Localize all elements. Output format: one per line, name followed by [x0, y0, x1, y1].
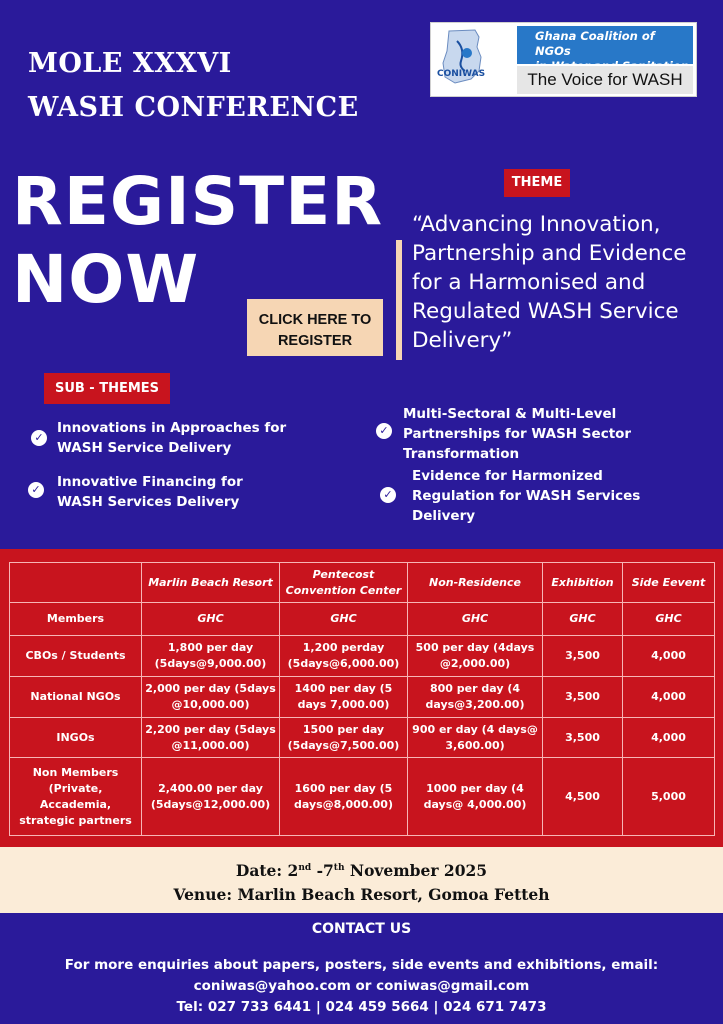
fee-cell: 4,000	[623, 677, 715, 718]
fee-cell: 500 per day (4days @2,000.00)	[408, 636, 543, 677]
register-now-heading	[12, 163, 383, 319]
subtheme-item-1: Innovations in Approaches for WASH Service Delivery	[57, 420, 287, 456]
subtheme-item-3: Multi-Sectoral & Multi-Level Partnerships for WASH Sector Transformation	[403, 406, 632, 462]
currency-cell: GHC	[408, 603, 543, 636]
subtheme-item-2: Innovative Financing for WASH Services Delivery	[57, 474, 243, 510]
fee-cell: 900 er day (4 days@ 3,600.00)	[408, 718, 543, 758]
row-label: INGOs	[10, 718, 142, 758]
check-icon: ✓	[380, 487, 396, 503]
register-button-line2: REGISTER	[277, 332, 353, 349]
fee-cell: 3,500	[543, 636, 623, 677]
fees-header-non-residence: Non-Residence	[408, 563, 543, 603]
fee-cell: 800 per day (4 days@3,200.00)	[408, 677, 543, 718]
row-label: National NGOs	[10, 677, 142, 718]
fee-cell: 1600 per day (5 days@8,000.00)	[280, 758, 408, 836]
logo-tagline-bottom: The Voice for WASH	[517, 66, 693, 94]
fee-cell: 3,500	[543, 677, 623, 718]
currency-cell: GHC	[142, 603, 280, 636]
fee-cell: 1,200 perday (5days@6,000.00)	[280, 636, 408, 677]
table-row	[10, 718, 715, 758]
event-details	[0, 847, 723, 913]
fees-currency-row	[10, 603, 715, 636]
logo-tagline-top-1: Ghana Coalition of NGOs	[535, 29, 655, 58]
fees-header-pentecost: Pentecost Convention Center	[280, 563, 408, 603]
fee-cell: 1,800 per day (5days@9,000.00)	[142, 636, 280, 677]
contact-line1: For more enquiries about papers, posters, side events and exhibitions, email:	[64, 957, 659, 973]
register-line1: REGISTER	[12, 163, 384, 240]
fee-cell: 3,500	[543, 718, 623, 758]
conference-title-line1: MOLE XXXVI	[28, 48, 232, 79]
contact-emails[interactable]: coniwas@yahoo.com or coniwas@gmail.com	[193, 978, 530, 994]
table-row	[10, 758, 715, 836]
subtheme-item-4: Evidence for Harmonized Regulation for WASH Services Delivery	[412, 468, 641, 524]
contact-phones: Tel: 027 733 6441 | 024 459 5664 | 024 671 7473	[176, 999, 547, 1015]
fees-header-exhibition: Exhibition	[543, 563, 623, 603]
subthemes-badge: SUB - THEMES	[44, 373, 170, 404]
contact-details	[0, 955, 723, 1018]
fee-cell: 4,500	[543, 758, 623, 836]
fee-cell: 2,200 per day (5days @11,000.00)	[142, 718, 280, 758]
register-line2: NOW	[12, 241, 200, 318]
check-icon: ✓	[31, 430, 47, 446]
check-icon: ✓	[376, 423, 392, 439]
fees-header-side-event: Side Eevent	[623, 563, 715, 603]
fee-cell: 4,000	[623, 636, 715, 677]
theme-badge: THEME	[504, 169, 570, 197]
currency-cell: GHC	[280, 603, 408, 636]
fee-cell: 2,000 per day (5days @10,000.00)	[142, 677, 280, 718]
check-icon: ✓	[28, 482, 44, 498]
table-row	[10, 677, 715, 718]
event-venue: Venue: Marlin Beach Resort, Gomoa Fetteh	[173, 885, 550, 905]
logo-tagline-top	[517, 26, 693, 64]
fee-cell: 1500 per day (5days@7,500.00)	[280, 718, 408, 758]
fee-cell: 1000 per day (4 days@ 4,000.00)	[408, 758, 543, 836]
theme-text: “Advancing Innovation, Partnership and Evidence for a Harmonised and Regulated WASH Service Delivery”	[412, 212, 687, 353]
row-label: Non Members (Private, Accademia, strategic partners	[10, 758, 142, 836]
register-button-line1: CLICK HERE TO	[258, 311, 372, 328]
register-button[interactable]	[247, 299, 383, 356]
fee-cell: 5,000	[623, 758, 715, 836]
event-date: Date: 2nd -7th November 2025	[235, 861, 488, 881]
fees-header-marlin: Marlin Beach Resort	[142, 563, 280, 603]
theme-accent-bar	[396, 240, 402, 360]
coniwas-logo	[430, 22, 697, 97]
fees-header-row	[10, 563, 715, 603]
currency-cell: GHC	[543, 603, 623, 636]
table-row	[10, 636, 715, 677]
fee-cell: 4,000	[623, 718, 715, 758]
contact-title: CONTACT US	[311, 921, 412, 937]
conference-title-line2: WASH CONFERENCE	[28, 92, 359, 123]
fee-cell: 2,400.00 per day (5days@12,000.00)	[142, 758, 280, 836]
fee-cell: 1400 per day (5 days 7,000.00)	[280, 677, 408, 718]
logo-brand: CONIWAS	[437, 69, 486, 79]
members-label: Members	[10, 603, 142, 636]
row-label: CBOs / Students	[10, 636, 142, 677]
ghana-map-icon	[435, 27, 515, 93]
fees-table	[9, 562, 715, 836]
currency-cell: GHC	[623, 603, 715, 636]
fees-header-empty	[10, 563, 142, 603]
conference-title	[28, 42, 359, 130]
